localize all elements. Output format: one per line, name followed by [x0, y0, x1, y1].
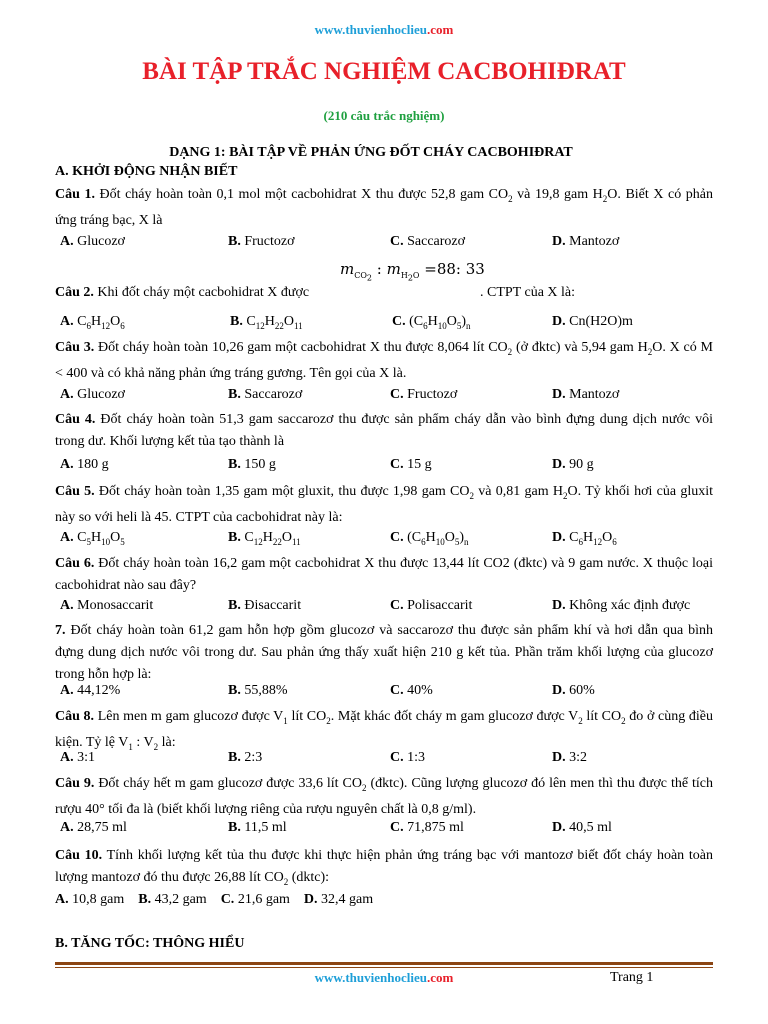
question-label: Câu 2. [55, 285, 94, 300]
option-c[interactable]: C. 15 g [390, 457, 432, 472]
section-heading-dang1: DẠNG 1: BÀI TẬP VỀ PHẢN ỨNG ĐỐT CHÁY CACBOHIĐRAT [169, 145, 573, 160]
question-4 [55, 409, 713, 453]
question-text: O. Biết X có phản ứng tráng bạc, X là [55, 187, 713, 228]
page-subtitle: (210 câu trắc nghiệm) [323, 108, 445, 123]
option-d[interactable]: D. Cn(H2O)m [552, 314, 633, 329]
section-heading-a: A. KHỞI ĐỘNG NHẬN BIẾT [55, 164, 238, 179]
question-text: đo ở cùng điều kiện. Tỷ lệ V [55, 709, 713, 750]
option-c[interactable]: C. 1:3 [390, 750, 426, 765]
question-text: Khi đốt cháy một cacbohidrat X được [93, 285, 310, 300]
option-b[interactable]: B. $C_{12}H_{22}O_{11}$ [228, 530, 301, 547]
question-label: 7. [55, 623, 66, 638]
question-text: Tính khối lượng kết tủa thu được khi thực hiện phản ứng tráng bạc với mantozơ biết đốt cháy hoàn toàn lượng mantozơ đó thu được 26,88 lít CO [55, 848, 713, 885]
question-label: Câu 10. [55, 848, 103, 863]
options-q4 [0, 457, 768, 477]
question-text: Đốt cháy hoàn toàn 0,1 mol một cacbohidrat X thu được 52,8 gam CO [94, 187, 509, 202]
question-text: Đốt cháy hoàn toàn 51,3 gam saccarozơ thu được sản phẩm cháy dẫn vào bình đựng dung dịch nước vôi trong dư. Khối lượng kết tủa tạo thành là [55, 412, 713, 449]
site-domain: .com [426, 970, 454, 985]
question-text: Đốt cháy hết m gam glucozơ được 33,6 lít CO [94, 776, 362, 791]
option-c[interactable]: C. $(C_6H_{10}O_5)_n$ [392, 314, 471, 331]
site-name: www.thuvienhoclieu [314, 22, 427, 37]
header-site-link[interactable] [0, 22, 768, 38]
options-q1 [0, 234, 768, 254]
question-label: Câu 4. [55, 412, 96, 427]
site-domain: .com [426, 22, 454, 37]
option-a[interactable]: A. 44,12% [60, 683, 121, 698]
options-q3 [0, 387, 768, 407]
options-q9 [0, 820, 768, 840]
formula-ratio: =88: 33 [424, 260, 485, 278]
site-name: www.thuvienhoclieu [314, 970, 427, 985]
option-b[interactable]: B. 150 g [228, 457, 276, 472]
options-q8 [0, 750, 768, 770]
option-a[interactable]: A. 3:1 [60, 750, 96, 765]
question-text: Lên men m gam glucozơ được V [94, 709, 284, 724]
option-d[interactable]: D. Mantozơ [552, 234, 620, 249]
option-b[interactable]: B. 11,5 ml [228, 820, 287, 835]
option-d[interactable]: D. 32,4 gam [303, 892, 374, 907]
mass-ratio-formula: $m_{CO_2}$ : $m_{H_2O} =88$: 33 [340, 260, 485, 283]
option-a[interactable]: A. Monosaccarit [60, 598, 154, 613]
option-d[interactable]: D. $C_6H_{12}O_6$ [552, 530, 617, 547]
option-a[interactable]: A. $C_6H_{12}O_6$ [60, 314, 125, 331]
question-text: và 0,81 gam H [474, 484, 563, 499]
option-b[interactable]: B. Đisaccarit [228, 598, 302, 613]
page-title: BÀI TẬP TRẮC NGHIỆM CACBOHIĐRAT [142, 58, 626, 85]
question-text: lít CO [582, 709, 622, 724]
option-c[interactable]: C. $(C_6H_{10}O_5)_n$ [390, 530, 469, 547]
option-d[interactable]: D. 90 g [552, 457, 594, 472]
question-10: Câu 10. Tính khối lượng kết tủa thu được khi thực hiện phản ứng tráng bạc với mantozơ biết đốt cháy hoàn toàn lượng mantozơ đó thu được 26,88 lít $CO_2$ (dktc): [55, 848, 713, 887]
question-text: Đốt cháy hoàn toàn 16,2 gam một cacbohidrat X thu được 13,44 lít CO2 (đktc) và 9 gam nước. X thuộc loại cacbohidrat nào sau đây? [55, 556, 713, 593]
option-d[interactable]: D. 40,5 ml [552, 820, 612, 835]
option-d[interactable]: D. Không xác định được [552, 598, 691, 613]
question-label: Câu 3. [55, 340, 95, 355]
option-a[interactable]: A. 180 g [60, 457, 109, 472]
question-text: là: [158, 734, 176, 750]
options-q7 [0, 683, 768, 703]
option-c[interactable]: C. Fructozơ [390, 387, 458, 402]
option-a[interactable]: A. 10,8 gam [55, 892, 125, 907]
option-d[interactable]: D. 60% [552, 683, 595, 698]
question-text: . Mặt khác đốt cháy m gam glucozơ được V [330, 709, 579, 724]
option-c[interactable]: C. Polisaccarit [390, 598, 473, 613]
option-b[interactable]: B. 43,2 gam [138, 892, 207, 907]
question-text: O. X có M < 400 và có khả năng phản ứng tráng gương. Tên gọi của X là. [55, 340, 714, 381]
question-text: Đốt cháy hoàn toàn 10,26 gam một cacbohidrat X thu được 8,064 lít CO [94, 340, 508, 355]
question-3: Câu 3. Đốt cháy hoàn toàn 10,26 gam một cacbohidrat X thu được 8,064 lít $CO_2$ (ở đktc) và 5,94 gam $H_2O$. X có M < 400 và có khả năng phản ứng tráng gương. Tên gọi của X là. [55, 340, 714, 381]
section-heading-b: B. TĂNG TỐC: THÔNG HIỂU [55, 936, 245, 951]
question-text: : V [132, 734, 154, 750]
question-text: lít CO [287, 709, 327, 724]
options-q2 [0, 314, 768, 334]
question-2 [55, 282, 713, 304]
option-b[interactable]: B. 2:3 [228, 750, 263, 765]
question-label: Câu 1. [55, 187, 95, 202]
question-9: Câu 9. Đốt cháy hết m gam glucozơ được 33,6 lít $CO_2$ (đktc). Cũng lượng glucozơ đó lên men thì thu được thể tích rượu 40° tối đa là (biết khối lượng riêng của rượu nguyên chất là 0,8 g/ml). [55, 776, 713, 817]
option-c[interactable]: C. 40% [390, 683, 433, 698]
question-label: Câu 8. [55, 709, 95, 724]
question-5: Câu 5. Đốt cháy hoàn toàn 1,35 gam một gluxit, thu được 1,98 gam $CO_2$ và 0,81 gam $H_2O$. Tỷ khối hơi của gluxit này so với heli là 45. CTPT của cacbohidrat này là: [55, 484, 713, 525]
question-text: (dktc): [288, 870, 330, 885]
options-q5 [0, 530, 768, 550]
question-1: Câu 1. Đốt cháy hoàn toàn 0,1 mol một cacbohidrat X thu được 52,8 gam $CO_2$ và 19,8 gam $H_2O$. Biết X có phản ứng tráng bạc, X là [55, 187, 713, 228]
question-label: Câu 5. [55, 484, 95, 499]
question-text: (đktc). Cũng lượng glucozơ đó lên men thì thu được thể tích rượu 40° tối đa là (biết khối lượng riêng của rượu nguyên chất là 0,8 g/ml). [55, 776, 713, 817]
option-c[interactable]: C. 71,875 ml [390, 820, 464, 835]
question-text: Đốt cháy hoàn toàn 61,2 gam hỗn hợp gồm glucozơ và saccarozơ thu được sản phẩm khí và hơi dẫn qua bình đựng dung dịch nước vôi trong dư. Sau phản ứng thấy xuất hiện 210 g kết tủa. Phần trăm khối lượng của glucozơ trong hỗn hợp là: [55, 623, 713, 682]
option-a[interactable]: A. Glucozơ [60, 387, 125, 402]
question-7 [55, 620, 713, 686]
option-a[interactable]: A. Glucozơ [60, 234, 125, 249]
option-b[interactable]: B. 55,88% [228, 683, 288, 698]
options-q10 [55, 892, 373, 908]
question-text: và 19,8 gam H [512, 187, 603, 202]
question-6 [55, 553, 713, 597]
option-b[interactable]: B. Fructozơ [228, 234, 295, 249]
footer-divider [55, 962, 713, 965]
page-number: Trang 1 [610, 970, 654, 985]
option-c[interactable]: C. Saccarozơ [390, 234, 466, 249]
question-8: Câu 8. Lên men m gam glucozơ được $V_1$ lít $CO_2$. Mặt khác đốt cháy m gam glucozơ được $V_2$ lít $CO_2$ đo ở cùng điều kiện. Tỷ lệ $V_1$ : $V_2$ là: [55, 709, 713, 752]
option-a[interactable]: A. 28,75 ml [60, 820, 127, 835]
question-text: Đốt cháy hoàn toàn 1,35 gam một gluxit, thu được 1,98 gam CO [94, 484, 470, 499]
footer-divider-thin [55, 967, 713, 968]
option-b[interactable]: B. Saccarozơ [228, 387, 303, 402]
question-label: Câu 6. [55, 556, 95, 571]
options-q6 [0, 598, 768, 618]
option-d[interactable]: D. Mantozơ [552, 387, 620, 402]
option-d[interactable]: D. 3:2 [552, 750, 588, 765]
option-c[interactable]: C. 21,6 gam [220, 892, 290, 907]
question-label: Câu 9. [55, 776, 95, 791]
question-2-tail: . CTPT của X là: [480, 285, 576, 300]
option-a[interactable]: A. $C_5H_{10}O_5$ [60, 530, 125, 547]
option-b[interactable]: B. $C_{12}H_{22}O_{11}$ [230, 314, 303, 331]
question-text: (ở đktc) và 5,94 gam H [512, 340, 648, 355]
question-text: O. Tỷ khối hơi của gluxit này so với heli là 45. CTPT của cacbohidrat này là: [55, 484, 713, 525]
